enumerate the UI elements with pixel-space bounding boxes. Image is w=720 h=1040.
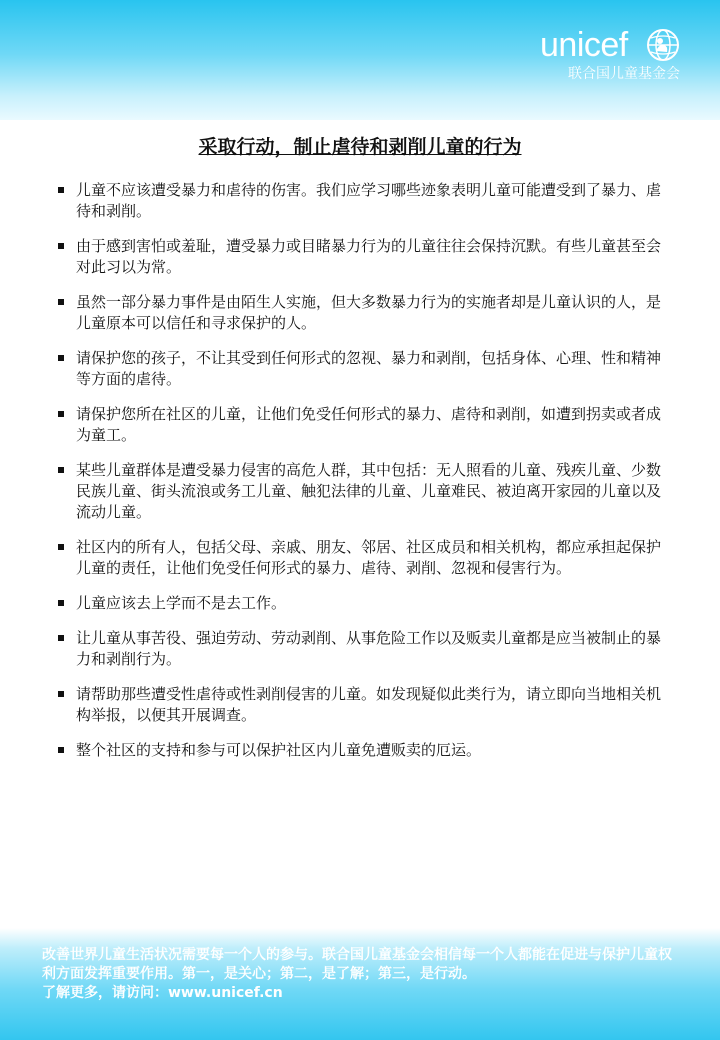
bullet-icon bbox=[58, 467, 64, 473]
footer-message: 改善世界儿童生活状况需要每一个人的参与。联合国儿童基金会相信每一个人都能在促进与保护儿童权利方面发挥重要作用。第一，是关心；第二，是了解；第三，是行动。 bbox=[42, 947, 672, 982]
bullet-icon bbox=[58, 411, 64, 417]
list-item-text: 请保护您所在社区的儿童，让他们免受任何形式的暴力、虐待和剥削，如遭到拐卖或者成为童工。 bbox=[76, 405, 662, 444]
list-item bbox=[58, 537, 670, 579]
footer-banner bbox=[0, 928, 720, 1040]
list-item-text: 请保护您的孩子，不让其受到任何形式的忽视、暴力和剥削，包括身体、心理、性和精神等方面的虐待。 bbox=[76, 349, 662, 388]
bullet-icon bbox=[58, 747, 64, 753]
list-item-text: 整个社区的支持和参与可以保护社区内儿童免遭贩卖的厄运。 bbox=[76, 741, 482, 759]
bullet-icon bbox=[58, 243, 64, 249]
footer-text bbox=[42, 946, 682, 1003]
page-title: 采取行动，制止虐待和剥削儿童的行为 bbox=[198, 136, 522, 158]
logo-subtitle: 联合国儿童基金会 bbox=[568, 66, 680, 82]
list-item bbox=[58, 292, 670, 334]
list-item-text: 虽然一部分暴力事件是由陌生人实施，但大多数暴力行为的实施者却是儿童认识的人，是儿童原本可以信任和寻求保护的人。 bbox=[76, 293, 662, 332]
list-item bbox=[58, 740, 670, 761]
list-item bbox=[58, 684, 670, 726]
bullet-icon bbox=[58, 635, 64, 641]
bullet-icon bbox=[58, 299, 64, 305]
bullet-icon bbox=[58, 355, 64, 361]
list-item bbox=[58, 628, 670, 670]
list-item-text: 社区内的所有人，包括父母、亲戚、朋友、邻居、社区成员和相关机构，都应承担起保护儿童的责任，让他们免受任何形式的暴力、虐待、剥削、忽视和侵害行为。 bbox=[76, 538, 662, 577]
list-item bbox=[58, 236, 670, 278]
footer-link[interactable]: 了解更多，请访问：www.unicef.cn bbox=[42, 985, 283, 1001]
list-item bbox=[58, 180, 670, 222]
unicef-logo[interactable] bbox=[540, 26, 680, 86]
list-item-text: 某些儿童群体是遭受暴力侵害的高危人群，其中包括：无人照看的儿童、残疾儿童、少数民族儿童、街头流浪或务工儿童、触犯法律的儿童、儿童难民、被迫离开家园的儿童以及流动儿童。 bbox=[76, 461, 662, 521]
list-item-text: 儿童应该去上学而不是去工作。 bbox=[76, 594, 287, 612]
bullet-icon bbox=[58, 187, 64, 193]
list-item-text: 请帮助那些遭受性虐待或性剥削侵害的儿童。如发现疑似此类行为，请立即向当地相关机构举报，以便其开展调查。 bbox=[76, 685, 662, 724]
logo-wordmark: unicef bbox=[540, 26, 628, 64]
list-item bbox=[58, 593, 670, 614]
bullet-icon bbox=[58, 691, 64, 697]
list-item bbox=[58, 460, 670, 523]
list-item-text: 由于感到害怕或羞耻，遭受暴力或目睹暴力行为的儿童往往会保持沉默。有些儿童甚至会对此习以为常。 bbox=[76, 237, 662, 276]
bullet-icon bbox=[58, 544, 64, 550]
unicef-emblem-icon bbox=[646, 28, 680, 62]
bullet-icon bbox=[58, 600, 64, 606]
list-item-text: 让儿童从事苦役、强迫劳动、劳动剥削、从事危险工作以及贩卖儿童都是应当被制止的暴力和剥削行为。 bbox=[76, 629, 662, 668]
list-item bbox=[58, 348, 670, 390]
action-list bbox=[58, 180, 670, 775]
header-banner bbox=[0, 0, 720, 120]
list-item bbox=[58, 404, 670, 446]
list-item-text: 儿童不应该遭受暴力和虐待的伤害。我们应学习哪些迹象表明儿童可能遭受到了暴力、虐待和剥削。 bbox=[76, 181, 662, 220]
